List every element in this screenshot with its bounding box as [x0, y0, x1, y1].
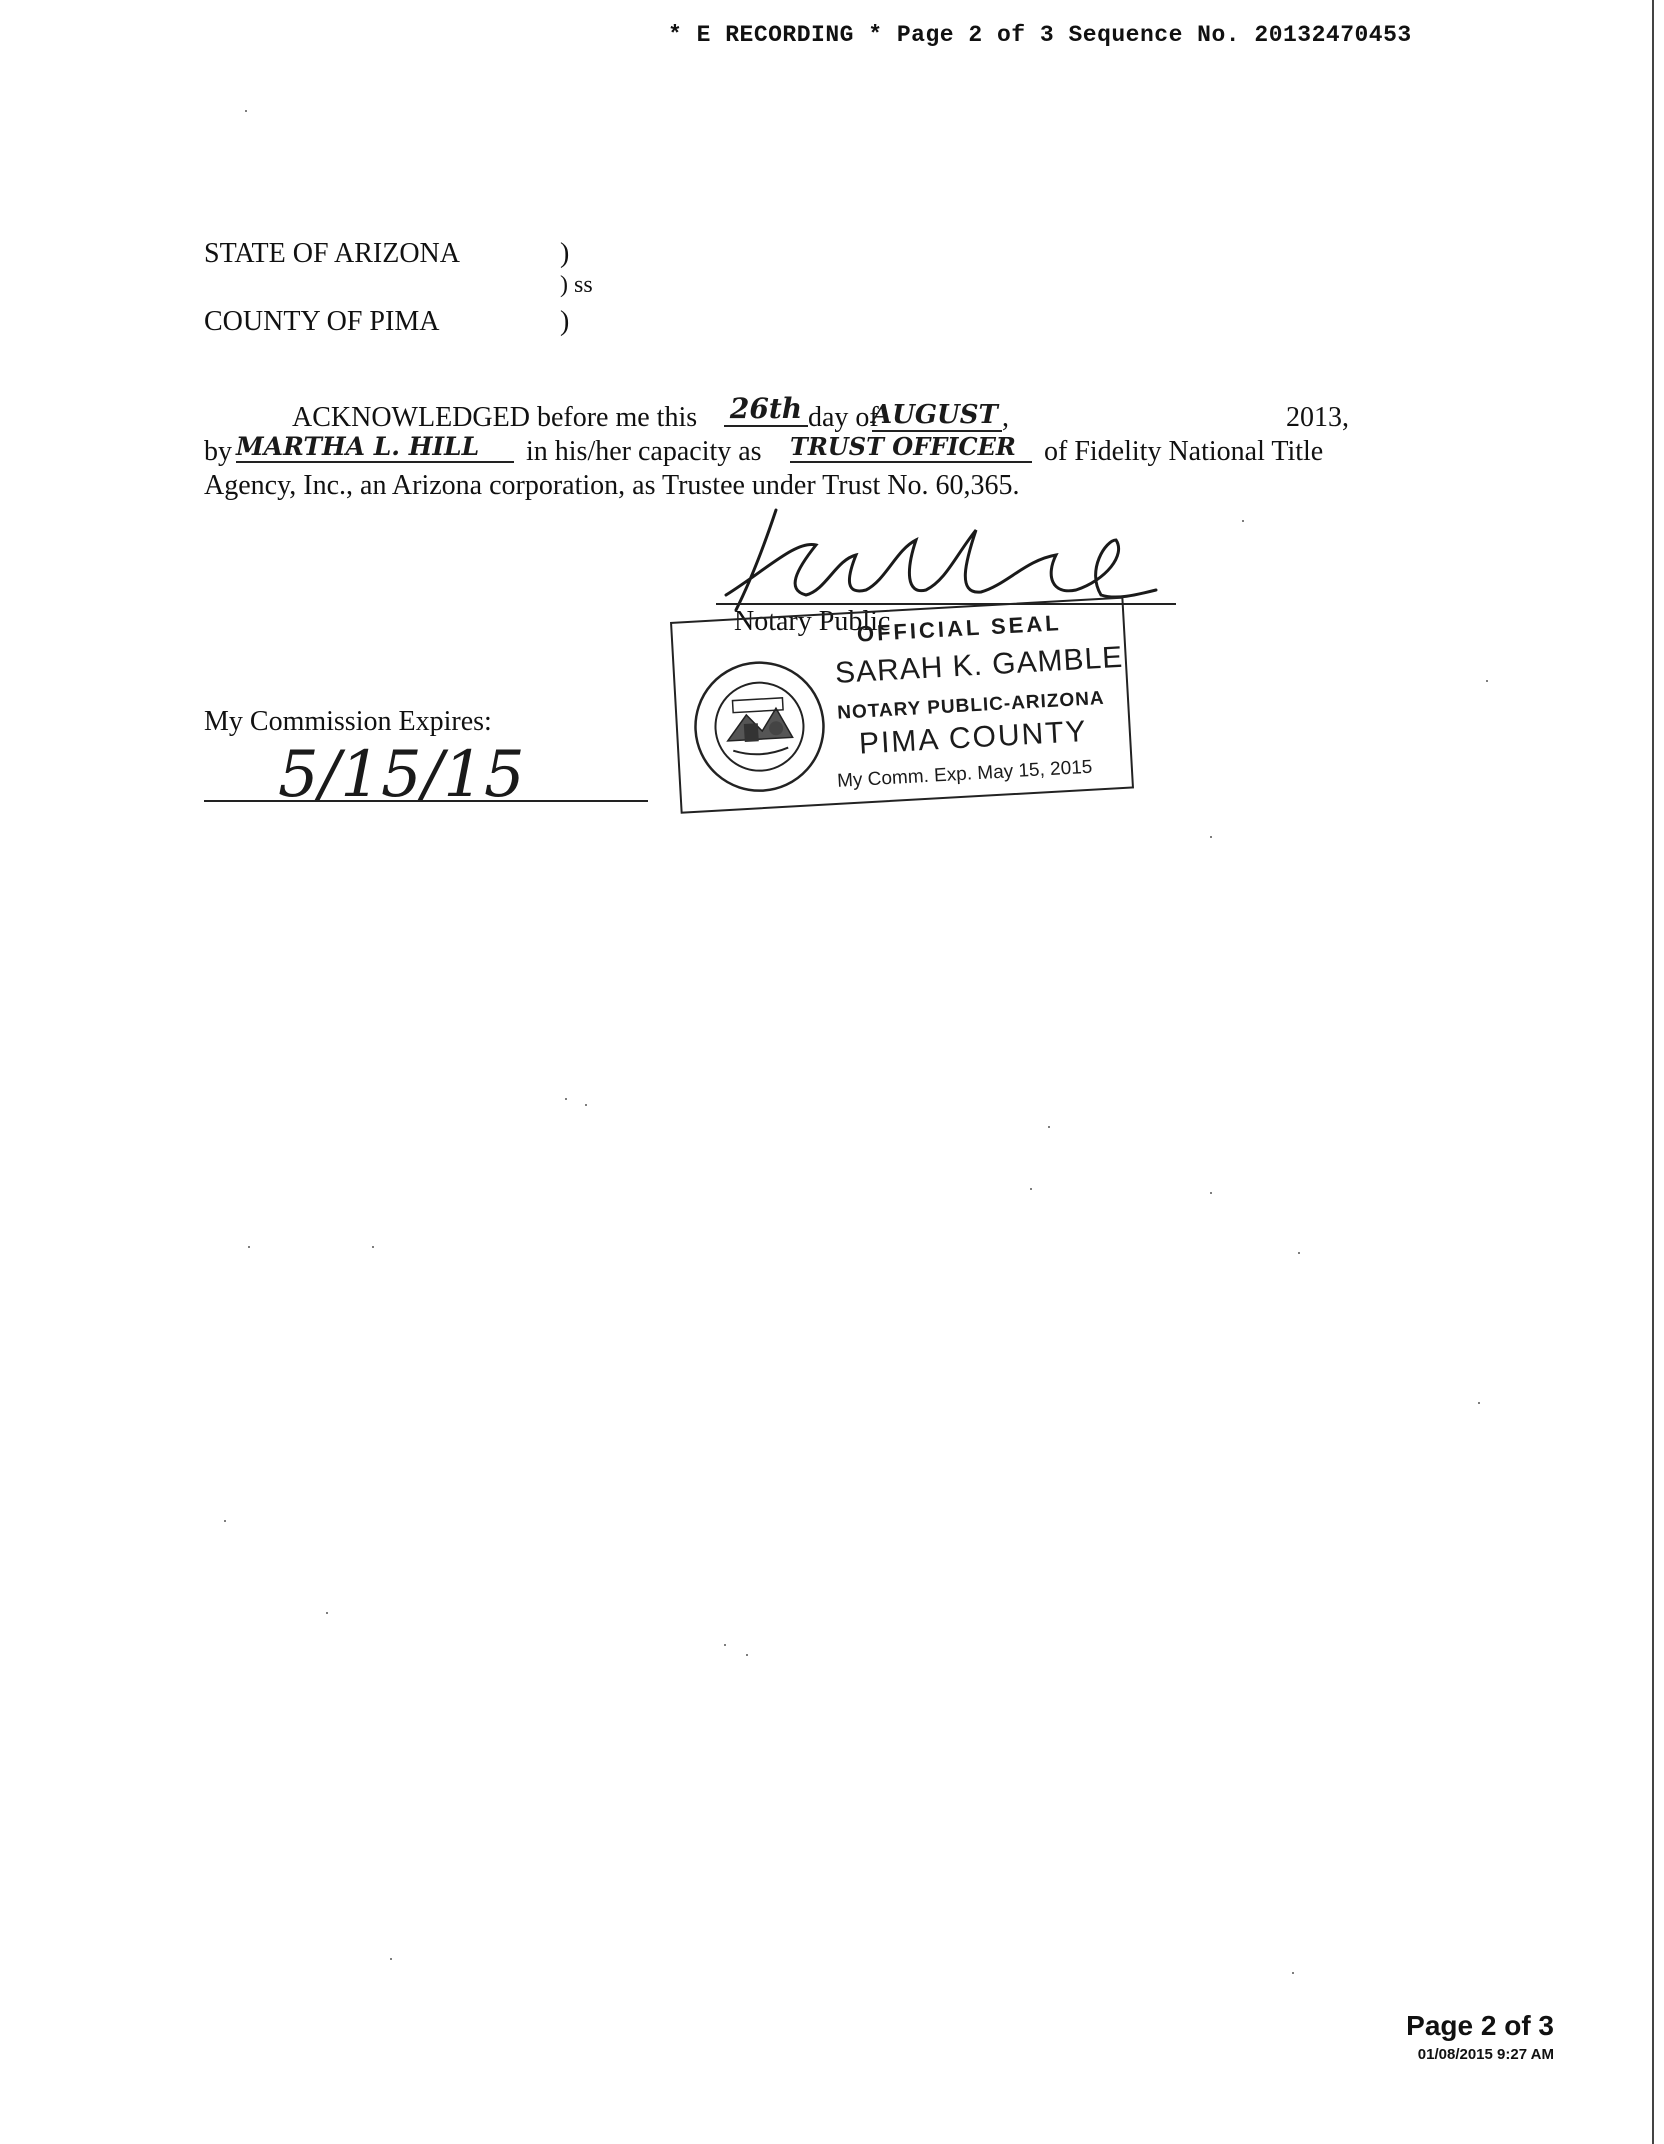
scan-speck [390, 1958, 392, 1960]
arizona-seal-emblem [688, 656, 830, 798]
seal-title: OFFICIAL SEAL [856, 610, 1063, 647]
ack-capacity-handwritten: TRUST OFFICER [790, 432, 1032, 463]
ack-capacity-text: in his/her capacity as [526, 436, 762, 467]
seal-role: NOTARY PUBLIC-ARIZONA [836, 687, 1106, 724]
scan-speck [245, 110, 247, 112]
scan-speck [1298, 1252, 1300, 1254]
ack-line3: Agency, Inc., an Arizona corporation, as Trustee under Trust No. 60,365. [204, 470, 1020, 501]
scan-speck [224, 1520, 226, 1522]
scan-speck [585, 1104, 587, 1106]
commission-label: My Commission Expires: [204, 706, 492, 737]
scan-speck [724, 1644, 726, 1646]
ack-signer-handwritten: MARTHA L. HILL [236, 432, 514, 463]
scan-speck [1210, 1192, 1212, 1194]
scan-edge [1652, 0, 1654, 2144]
ack-year: 2013, [1286, 402, 1349, 433]
seal-expiry: My Comm. Exp. May 15, 2015 [836, 756, 1093, 792]
footer-page-label: Page 2 of 3 [1406, 2010, 1554, 2041]
scan-speck [1242, 520, 1244, 522]
footer-timestamp: 01/08/2015 9:27 AM [1417, 2046, 1554, 2063]
scan-speck [1030, 1188, 1032, 1190]
paren-top: ) [560, 238, 570, 269]
state-label: STATE OF ARIZONA [204, 238, 460, 269]
scan-speck [1478, 1402, 1480, 1404]
scan-speck [1292, 1972, 1294, 1974]
ack-company-text: of Fidelity National Title [1044, 436, 1324, 467]
notary-public-label: Notary Public [734, 606, 891, 637]
ack-day-handwritten: 26th [724, 392, 808, 427]
commission-underline [204, 800, 648, 802]
ack-prefix: ACKNOWLEDGED before me this [292, 402, 698, 433]
scan-speck [746, 1654, 748, 1656]
ack-month-handwritten: AUGUST [872, 400, 1002, 432]
ack-comma: , [1002, 402, 1009, 433]
commission-date-handwritten: 5/15/15 [278, 738, 525, 812]
scan-speck [372, 1246, 374, 1248]
recording-header: * E RECORDING * Page 2 of 3 Sequence No. 20132470453 [668, 22, 1412, 48]
scan-speck [248, 1246, 250, 1248]
scan-speck [326, 1612, 328, 1614]
county-label: COUNTY OF PIMA [204, 306, 440, 337]
scan-speck [1486, 680, 1488, 682]
ack-day-of: day of [808, 402, 879, 433]
scan-speck [1210, 836, 1212, 838]
scan-speck [1048, 1126, 1050, 1128]
scan-speck [565, 1098, 567, 1100]
official-seal-stamp [670, 597, 1134, 814]
seal-name: SARAH K. GAMBLE [834, 640, 1125, 690]
seal-county: PIMA COUNTY [858, 714, 1089, 761]
paren-bottom: ) [560, 306, 570, 337]
paren-ss: ) ss [560, 272, 593, 298]
ack-by: by [204, 436, 232, 467]
